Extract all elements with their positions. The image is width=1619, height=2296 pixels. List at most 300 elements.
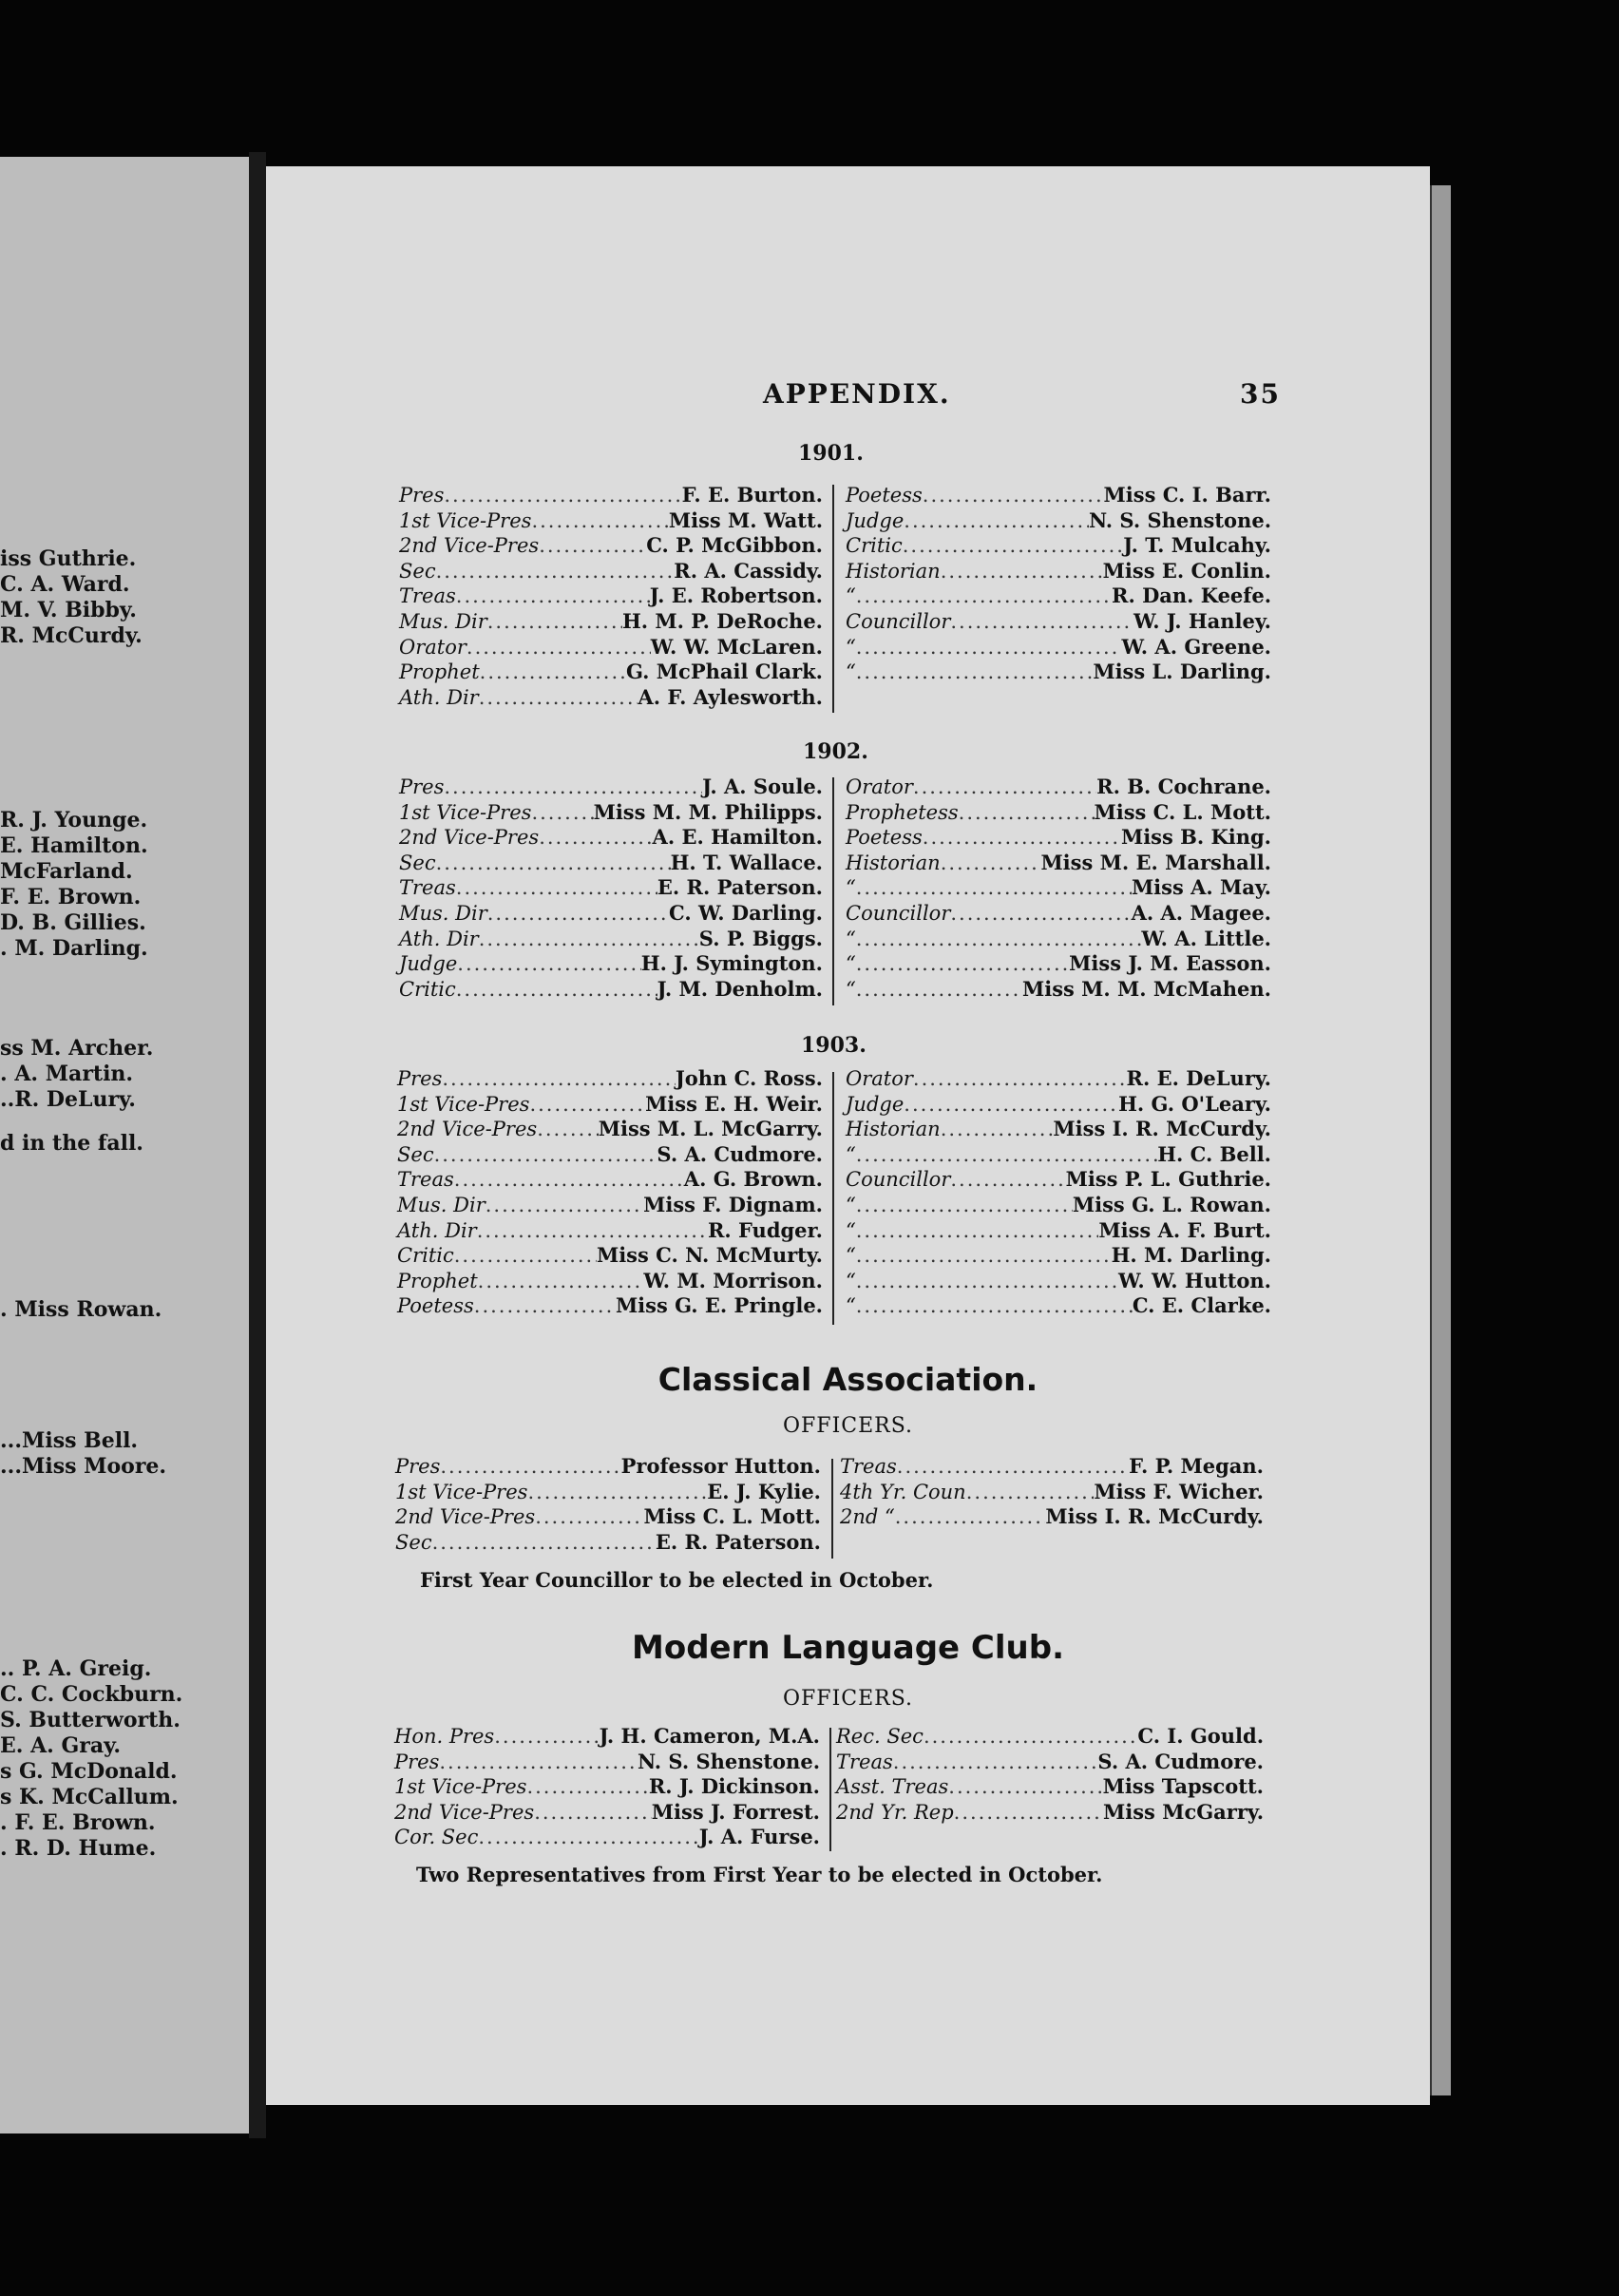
column-divider (829, 1728, 831, 1851)
officer-row (846, 825, 1271, 851)
officer-name: C. W. Darling. (668, 900, 823, 925)
leader-dots (480, 660, 626, 683)
leader-dots (531, 801, 593, 824)
officer-name: Miss A. May. (1131, 875, 1271, 900)
officer-title: Sec (395, 1530, 432, 1554)
leader-dots (478, 1826, 698, 1848)
facing-page-line: C. C. Cockburn. (0, 1682, 183, 1707)
officer-name: Miss F. Wicher. (1094, 1479, 1264, 1503)
officer-title: “ (846, 927, 856, 950)
page-number: 35 (1240, 378, 1281, 410)
leader-dots (856, 1143, 1157, 1166)
leader-dots (856, 1294, 1133, 1317)
leader-dots (487, 902, 669, 925)
officer-row (399, 533, 823, 559)
officer-row (846, 1293, 1271, 1319)
year-1901-left-column (399, 483, 823, 710)
officer-title: 2nd Vice-Pres (397, 1118, 538, 1141)
officer-title: “ (846, 584, 856, 608)
officer-row (846, 660, 1271, 685)
officer-name: Miss E. Conlin. (1102, 558, 1271, 583)
facing-page-line: McFarland. (0, 859, 133, 884)
facing-page-line: F. E. Brown. (0, 885, 142, 909)
officer-name: C. E. Clarke. (1132, 1293, 1271, 1318)
officer-row (394, 1800, 820, 1826)
facing-page-line: . F. E. Brown. (0, 1810, 156, 1835)
officer-name: Miss E. H. Weir. (645, 1091, 823, 1116)
officer-row (846, 1243, 1271, 1269)
officer-title: Ath. Dir (399, 685, 479, 709)
officer-name: H. M. Darling. (1111, 1243, 1271, 1268)
classical-note: First Year Councillor to be elected in October. (420, 1568, 934, 1592)
facing-page-line: R. McCurdy. (0, 623, 143, 648)
officer-row (399, 660, 823, 685)
officer-row (846, 635, 1271, 660)
leader-dots (903, 534, 1124, 557)
officer-name: A. E. Hamilton. (652, 825, 823, 850)
leader-dots (539, 826, 652, 849)
facing-page-line: C. A. Ward. (0, 572, 130, 597)
officer-title: “ (846, 1244, 856, 1268)
officer-title: Orator (846, 775, 913, 798)
facing-page-line: . A. Martin. (0, 1062, 134, 1086)
leader-dots (856, 636, 1122, 659)
page-edge (1430, 185, 1451, 2095)
leader-dots (440, 1455, 620, 1478)
officer-name: R. A. Cassidy. (674, 558, 823, 583)
officer-row (846, 483, 1271, 508)
officer-row (840, 1454, 1264, 1480)
leader-dots (439, 1751, 638, 1773)
officer-row (397, 1218, 823, 1244)
officer-title: 1st Vice-Pres (399, 800, 532, 824)
officer-title: Judge (846, 508, 905, 532)
officer-row (846, 1142, 1271, 1168)
leader-dots (444, 484, 681, 507)
book-gutter (249, 152, 266, 2138)
leader-dots (531, 509, 668, 532)
modern-right-column (836, 1724, 1264, 1825)
facing-page-line: S. Butterworth. (0, 1708, 181, 1732)
officer-title: Critic (846, 534, 903, 558)
officer-name: C. P. McGibbon. (646, 533, 823, 558)
officer-name: H. T. Wallace. (670, 850, 823, 874)
year-1901-right-column (846, 483, 1271, 685)
facing-page-rowan: . Miss Rowan. (0, 1297, 162, 1322)
officer-name: A. G. Brown. (683, 1167, 823, 1192)
officer-row (395, 1504, 821, 1530)
officer-title: 2nd Yr. Rep (836, 1800, 954, 1824)
officer-title: Historian (846, 1118, 941, 1141)
officer-name: Miss F. Dignam. (643, 1192, 823, 1216)
leader-dots (457, 952, 641, 975)
leader-dots (950, 902, 1131, 925)
officer-row (846, 800, 1271, 826)
officer-name: Miss A. F. Burt. (1098, 1217, 1271, 1242)
officer-name: R. J. Dickinson. (648, 1774, 820, 1799)
officer-title: Critic (397, 1244, 454, 1268)
leader-dots (856, 1270, 1118, 1292)
leader-dots (436, 560, 675, 583)
officer-row (397, 1117, 823, 1142)
leader-dots (856, 928, 1142, 950)
leader-dots (893, 1751, 1098, 1773)
leader-dots (924, 1725, 1137, 1748)
facing-page-line: ss M. Archer. (0, 1036, 154, 1061)
year-1901-heading: 1901. (798, 441, 864, 466)
officer-name: E. J. Kylie. (707, 1479, 821, 1503)
officer-row (399, 800, 823, 826)
officer-row (395, 1480, 821, 1505)
officer-row (846, 508, 1271, 534)
leader-dots (456, 978, 657, 1001)
officer-name: Miss L. Darling. (1093, 660, 1271, 684)
leader-dots (454, 1168, 684, 1191)
facing-page-line: s G. McDonald. (0, 1759, 178, 1784)
facing-page-line: s K. McCallum. (0, 1785, 179, 1809)
officer-name: Miss I. R. McCurdy. (1045, 1504, 1264, 1529)
officer-row (394, 1774, 820, 1800)
leader-dots (436, 851, 671, 874)
officer-title: Councillor (846, 1168, 951, 1192)
officer-name: H. M. P. DeRoche. (621, 608, 823, 633)
officer-name: John C. Ross. (675, 1066, 823, 1090)
officer-row (846, 1269, 1271, 1294)
modern-note: Two Representatives from First Year to be elected in October. (416, 1863, 1103, 1886)
officer-name: W. M. Morrison. (643, 1268, 823, 1292)
officer-row (399, 685, 823, 711)
column-divider (832, 777, 834, 1005)
facing-page-line: E. A. Gray. (0, 1733, 122, 1758)
officer-name: Miss C. L. Mott. (643, 1504, 821, 1529)
officer-row (846, 851, 1271, 876)
officer-name: Miss G. L. Rowan. (1072, 1192, 1271, 1216)
officer-title: Pres (399, 775, 445, 798)
leader-dots (486, 1194, 643, 1216)
officer-row (846, 1092, 1271, 1118)
officer-title: 2nd Vice-Pres (394, 1800, 535, 1824)
officer-title: “ (846, 1269, 856, 1292)
officer-title: Ath. Dir (399, 927, 479, 950)
leader-dots (941, 1118, 1054, 1140)
officer-name: W. J. Hanley. (1133, 608, 1271, 633)
leader-dots (444, 775, 702, 798)
officer-title: Pres (395, 1455, 441, 1478)
officer-title: 1st Vice-Pres (394, 1775, 527, 1799)
officer-title: Judge (846, 1092, 905, 1116)
officer-name: S. P. Biggs. (698, 926, 823, 950)
officer-name: Miss B. King. (1120, 825, 1271, 850)
officer-title: Cor. Sec (394, 1826, 479, 1849)
leader-dots (456, 876, 657, 899)
officer-row (846, 977, 1271, 1003)
officer-row (399, 977, 823, 1003)
officer-row (846, 609, 1271, 635)
officer-row (399, 635, 823, 660)
officer-row (399, 901, 823, 927)
officer-row (846, 559, 1271, 584)
leader-dots (856, 660, 1094, 683)
leader-dots (537, 1118, 599, 1140)
officer-name: J. M. Denholm. (657, 976, 823, 1001)
officer-title: Treas (399, 584, 456, 608)
officer-row (399, 825, 823, 851)
leader-dots (897, 1455, 1129, 1478)
year-1903-right-column (846, 1066, 1271, 1319)
officer-name: Miss G. E. Pringle. (615, 1293, 823, 1318)
leader-dots (959, 801, 1095, 824)
leader-dots (941, 851, 1041, 874)
leader-dots (539, 534, 646, 557)
officer-name: R. B. Cochrane. (1096, 775, 1271, 798)
officer-title: Mus. Dir (397, 1193, 486, 1216)
officer-row (399, 508, 823, 534)
officer-name: F. P. Megan. (1129, 1454, 1264, 1478)
officer-title: “ (846, 1294, 856, 1318)
officer-title: “ (846, 952, 856, 976)
officer-title: 1st Vice-Pres (395, 1480, 528, 1503)
officer-title: 2nd “ (840, 1505, 895, 1529)
officer-title: Treas (399, 876, 456, 900)
officer-name: J. A. Furse. (698, 1825, 820, 1849)
leader-dots (856, 952, 1069, 975)
officer-row (846, 901, 1271, 927)
officer-name: Miss J. Forrest. (651, 1799, 820, 1824)
officer-name: Miss M. M. Philipps. (593, 799, 823, 824)
leader-dots (941, 560, 1103, 583)
officer-name: E. R. Paterson. (657, 875, 823, 900)
officer-title: Historian (846, 559, 941, 583)
officer-row (840, 1504, 1264, 1530)
officer-title: Judge (399, 952, 458, 976)
facing-page-line: M. V. Bibby. (0, 598, 137, 622)
leader-dots (478, 1270, 644, 1292)
leader-dots (479, 928, 699, 950)
leader-dots (494, 1725, 599, 1748)
year-1903-left-column (397, 1066, 823, 1319)
officer-row (397, 1142, 823, 1168)
officer-row (399, 584, 823, 609)
officer-title: Pres (399, 484, 445, 507)
officer-title: Mus. Dir (399, 609, 487, 633)
leader-dots (856, 1194, 1073, 1216)
officer-name: R. E. DeLury. (1126, 1066, 1271, 1090)
column-divider (831, 1459, 833, 1559)
officer-title: 2nd Vice-Pres (399, 826, 540, 850)
leader-dots (434, 1143, 657, 1166)
officer-name: N. S. Shenstone. (1088, 507, 1271, 532)
officer-name: A. F. Aylesworth. (638, 684, 823, 709)
officer-row (395, 1454, 821, 1480)
officer-name: E. R. Paterson. (655, 1529, 821, 1554)
officer-row (846, 775, 1271, 800)
officer-title: 4th Yr. Coun (840, 1480, 966, 1503)
officer-title: Treas (840, 1455, 897, 1478)
officer-name: J. E. Robertson. (649, 584, 823, 608)
officer-row (395, 1530, 821, 1556)
officer-title: Critic (399, 977, 456, 1001)
leader-dots (904, 1093, 1118, 1116)
officer-row (836, 1800, 1264, 1826)
leader-dots (526, 1775, 648, 1798)
classical-association-heading: Classical Association. (657, 1361, 1038, 1398)
officer-title: Sec (399, 559, 436, 583)
officer-title: 2nd Vice-Pres (395, 1505, 536, 1529)
officer-name: R. Fudger. (707, 1217, 823, 1242)
leader-dots (527, 1481, 707, 1503)
officer-name: H. C. Bell. (1157, 1141, 1271, 1166)
officer-row (846, 584, 1271, 609)
officer-title: Sec (399, 851, 436, 874)
classical-left-column (395, 1454, 821, 1555)
officer-title: Orator (399, 635, 467, 659)
leader-dots (923, 484, 1104, 507)
leader-dots (950, 610, 1133, 633)
officer-title: Councillor (846, 609, 951, 633)
officer-title: “ (846, 876, 856, 900)
officer-title: Treas (397, 1168, 454, 1192)
leader-dots (474, 1294, 616, 1317)
facing-page-line: .. P. A. Greig. (0, 1656, 152, 1681)
leader-dots (913, 1067, 1127, 1090)
officer-row (846, 875, 1271, 901)
officer-name: S. A. Cudmore. (657, 1141, 823, 1166)
officer-name: F. E. Burton. (681, 483, 823, 507)
officer-name: Miss I. R. McCurdy. (1053, 1117, 1271, 1141)
officer-name: W. A. Little. (1141, 926, 1271, 950)
leader-dots (950, 1168, 1065, 1191)
officer-row (399, 483, 823, 508)
classical-right-column (840, 1454, 1264, 1530)
leader-dots (534, 1801, 652, 1824)
leader-dots (966, 1481, 1095, 1503)
officer-name: Miss J. M. Easson. (1069, 951, 1271, 976)
officer-row (397, 1193, 823, 1218)
officer-name: Miss P. L. Guthrie. (1065, 1167, 1271, 1192)
officer-name: Miss McGarry. (1103, 1799, 1264, 1824)
officer-name: W. W. McLaren. (650, 634, 823, 659)
leader-dots (535, 1505, 643, 1528)
officer-row (846, 1218, 1271, 1244)
officer-title: 2nd Vice-Pres (399, 534, 540, 558)
leader-dots (467, 636, 651, 659)
officer-row (846, 533, 1271, 559)
officer-row (397, 1293, 823, 1319)
column-divider (832, 485, 834, 713)
facing-page-line: ..R. DeLury. (0, 1087, 136, 1112)
modern-left-column (394, 1724, 820, 1850)
officer-title: Asst. Treas (836, 1775, 949, 1799)
leader-dots (948, 1775, 1102, 1798)
officer-title: Treas (836, 1750, 893, 1773)
officer-title: Historian (846, 851, 941, 874)
officer-row (840, 1480, 1264, 1505)
officer-row (399, 951, 823, 977)
officer-name: Miss M. M. McMahen. (1021, 976, 1271, 1001)
column-divider (832, 1072, 834, 1325)
leader-dots (904, 509, 1089, 532)
leader-dots (856, 978, 1022, 1001)
leader-dots (432, 1531, 656, 1554)
leader-dots (856, 584, 1112, 607)
officer-row (399, 927, 823, 952)
leader-dots (456, 584, 650, 607)
officer-row (846, 1193, 1271, 1218)
officer-name: Miss Tapscott. (1102, 1774, 1264, 1799)
officer-title: 1st Vice-Pres (397, 1092, 530, 1116)
officer-title: Pres (397, 1067, 443, 1090)
officer-title: “ (846, 660, 856, 684)
officer-name: H. J. Symington. (640, 951, 823, 976)
officer-title: Hon. Pres (394, 1725, 495, 1748)
facing-page-line: . R. D. Hume. (0, 1836, 157, 1861)
year-1903-heading: 1903. (801, 1033, 867, 1058)
officer-title: Poetess (846, 826, 923, 850)
officer-title: Ath. Dir (397, 1218, 477, 1242)
officer-title: Poetess (397, 1294, 474, 1318)
officer-name: J. H. Cameron, M.A. (599, 1724, 820, 1748)
leader-dots (923, 826, 1121, 849)
leader-dots (954, 1801, 1103, 1824)
officer-row (397, 1243, 823, 1269)
officer-name: R. Dan. Keefe. (1112, 584, 1271, 608)
officer-row (846, 927, 1271, 952)
leader-dots (856, 1219, 1099, 1242)
officer-row (846, 1066, 1271, 1092)
officer-row (836, 1774, 1264, 1800)
officer-name: A. A. Magee. (1131, 900, 1271, 925)
officer-title: Prophet (399, 660, 480, 684)
facing-page-line: ...Miss Moore. (0, 1454, 167, 1479)
officer-title: Poetess (846, 484, 923, 507)
officer-row (394, 1724, 820, 1750)
facing-page-line: D. B. Gillies. (0, 910, 146, 935)
officer-row (399, 559, 823, 584)
leader-dots (479, 686, 638, 709)
officer-row (397, 1092, 823, 1118)
officer-title: “ (846, 1193, 856, 1216)
year-1902-heading: 1902. (803, 739, 868, 764)
officer-title: 1st Vice-Pres (399, 508, 532, 532)
officer-title: Prophet (397, 1269, 478, 1292)
facing-page-line: ...Miss Bell. (0, 1428, 139, 1453)
leader-dots (913, 775, 1096, 798)
officer-row (399, 875, 823, 901)
officer-row (394, 1825, 820, 1850)
leader-dots (895, 1505, 1046, 1528)
officer-row (397, 1269, 823, 1294)
leader-dots (442, 1067, 675, 1090)
officer-row (846, 1167, 1271, 1193)
leader-dots (487, 610, 622, 633)
officer-title: “ (846, 635, 856, 659)
officer-row (846, 1117, 1271, 1142)
leader-dots (477, 1219, 708, 1242)
officer-row (836, 1724, 1264, 1750)
facing-page-line: . M. Darling. (0, 936, 148, 961)
officer-name: W. W. Hutton. (1118, 1268, 1271, 1292)
officer-row (399, 851, 823, 876)
officer-title: Sec (397, 1142, 434, 1166)
officer-name: W. A. Greene. (1121, 634, 1271, 659)
officer-row (394, 1750, 820, 1775)
leader-dots (454, 1244, 597, 1267)
officer-name: Professor Hutton. (620, 1454, 821, 1478)
officer-name: J. A. Soule. (702, 775, 823, 798)
officer-name: C. I. Gould. (1137, 1724, 1264, 1748)
officer-name: Miss M. L. McGarry. (598, 1117, 823, 1141)
modern-officers-subheading: OFFICERS. (783, 1687, 913, 1711)
